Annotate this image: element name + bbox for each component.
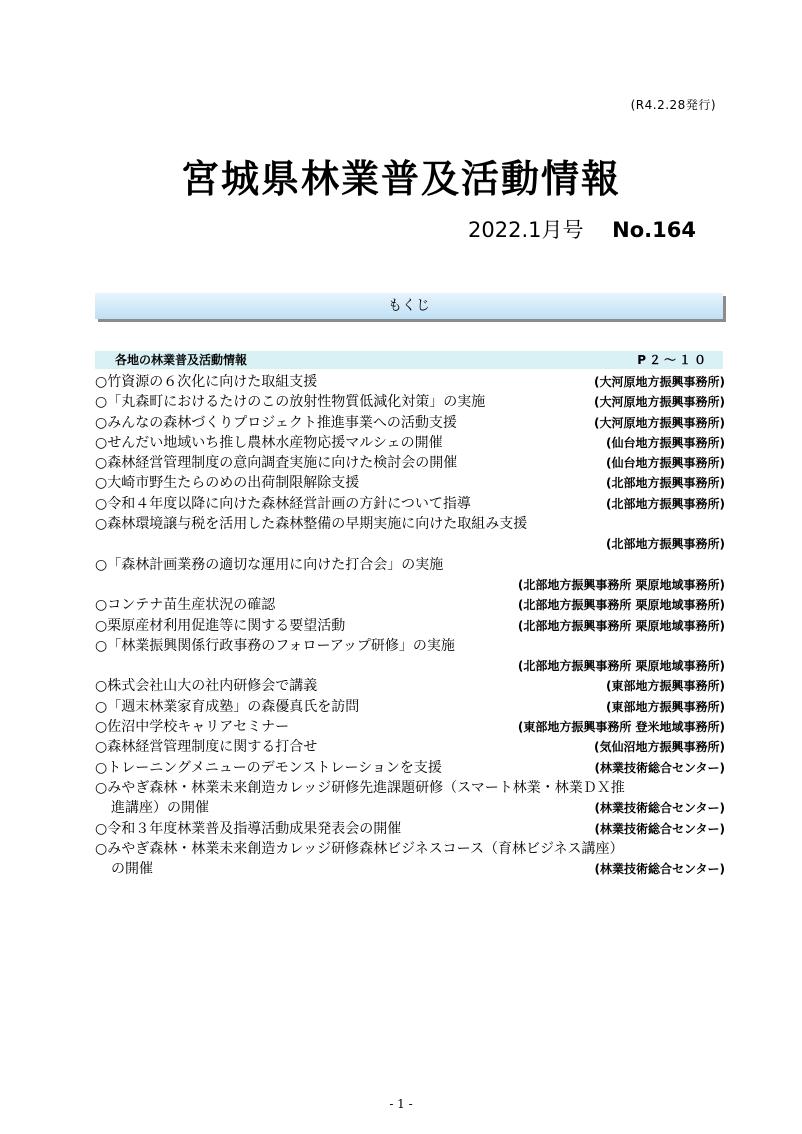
toc-item-office: (北部地方振興事務所 栗原地域事務所) [517, 577, 725, 592]
toc-item-office: (北部地方振興事務所 栗原地域事務所) [517, 618, 725, 633]
toc-item[interactable] [95, 697, 725, 717]
toc-heading: もくじ [388, 298, 430, 314]
toc-item-title: ○「林業振興関係行政事務のフォローアップ研修」の実施 [95, 637, 455, 654]
toc-item[interactable] [95, 839, 725, 859]
toc-item-title: ○栗原産材利用促進等に関する要望活動 [95, 617, 346, 634]
toc-section-header [95, 351, 723, 369]
toc-item-title: ○みんなの森林づくりプロジェクト推進事業への活動支援 [95, 414, 457, 431]
toc-item[interactable] [95, 717, 725, 737]
toc-item-office: (仙台地方振興事務所) [606, 435, 725, 450]
section-title: 各地の林業普及活動情報 [115, 353, 248, 367]
toc-item[interactable] [95, 453, 725, 473]
toc-list [95, 372, 725, 879]
toc-item-title: ○せんだい地域いち推し農林水産物応援マルシェの開催 [95, 434, 443, 451]
toc-item[interactable] [95, 616, 725, 636]
toc-item[interactable] [95, 372, 725, 392]
toc-item-office: (大河原地方振興事務所) [594, 375, 725, 389]
toc-item-office: (気仙沼地方振興事務所) [594, 740, 725, 755]
toc-item-title: ○コンテナ苗生産状況の確認 [95, 597, 276, 614]
section-pages: P２～１０ [637, 353, 709, 367]
page-title: 宮城県林業普及活動情報 [180, 157, 621, 201]
toc-item-title: ○「森林計画業務の適切な運用に向けた打合会」の実施 [95, 556, 444, 573]
toc-item[interactable] [95, 514, 725, 534]
toc-item-office: (東部地方振興事務所) [606, 679, 725, 694]
toc-heading-bar [95, 293, 723, 319]
toc-item[interactable] [95, 778, 725, 798]
toc-item-title: ○森林経営管理制度の意向調査実施に向けた検討会の開催 [95, 455, 458, 472]
issue-line [468, 214, 696, 244]
toc-item-office: (林業技術総合センター) [594, 801, 725, 816]
toc-item[interactable] [95, 798, 725, 818]
toc-item-title: ○令和３年度林業普及指導活動成果発表会の開催 [95, 820, 402, 837]
toc-item[interactable] [95, 636, 725, 656]
toc-item-title: ○令和４年度以降に向けた森林経営計画の方針について指導 [95, 495, 471, 512]
toc-item-title: ○トレーニングメニューのデモンストレーションを支援 [95, 759, 442, 776]
toc-item[interactable] [95, 494, 725, 514]
toc-item[interactable] [95, 575, 725, 595]
toc-item-office: (林業技術総合センター) [594, 821, 725, 836]
toc-item-title: ○竹資源の６次化に向けた取組支援 [95, 374, 318, 390]
toc-item-title: 進講座）の開催 [111, 800, 209, 817]
toc-item[interactable] [95, 676, 725, 696]
toc-item-office: (林業技術総合センター) [594, 760, 725, 775]
toc-item[interactable] [95, 859, 725, 879]
toc-item-title: ○みやぎ森林・林業未来創造カレッジ研修森林ビジネスコース（育林ビジネス講座） [95, 840, 624, 857]
toc-item[interactable] [95, 555, 725, 575]
toc-item[interactable] [95, 656, 725, 676]
toc-item-title: ○「丸森町におけるたけのこの放射性物質低減化対策」の実施 [95, 394, 486, 411]
toc-item[interactable] [95, 595, 725, 615]
toc-item[interactable] [95, 413, 725, 433]
toc-item-office: (北部地方振興事務所 栗原地域事務所) [517, 598, 725, 613]
toc-item-title: ○森林経営管理制度に関する打合せ [95, 739, 318, 756]
toc-item-office: (林業技術総合センター) [594, 862, 725, 877]
issue-number: No.164 [612, 218, 696, 242]
toc-item-title: ○大崎市野生たらのめの出荷制限解除支援 [95, 475, 360, 492]
page-number: - 1 - [389, 1097, 413, 1111]
toc-item-office: (北部地方振興事務所) [606, 496, 725, 511]
toc-item-office: (東部地方振興事務所) [606, 699, 725, 714]
toc-item-title: ○森林環境譲与税を活用した森林整備の早期実施に向けた取組み支援 [95, 516, 528, 533]
issue-date-note: (R4.2.28発行) [630, 98, 716, 112]
toc-item-title: の開催 [111, 861, 153, 878]
toc-item-office: (仙台地方振興事務所) [606, 456, 725, 471]
toc-item[interactable] [95, 737, 725, 757]
toc-item-office: (大河原地方振興事務所) [594, 415, 725, 430]
toc-item-title: ○株式会社山大の社内研修会で講義 [95, 678, 318, 695]
toc-item[interactable] [95, 819, 725, 839]
toc-item[interactable] [95, 758, 725, 778]
toc-item[interactable] [95, 534, 725, 554]
toc-item-title: ○「週末林業家育成塾」の森優真氏を訪問 [95, 698, 360, 715]
toc-item[interactable] [95, 392, 725, 412]
toc-item[interactable] [95, 433, 725, 453]
toc-item-office: (北部地方振興事務所 栗原地域事務所) [517, 659, 725, 674]
toc-item-office: (北部地方振興事務所) [606, 476, 725, 491]
issue-date: 2022.1月号 [468, 218, 584, 242]
toc-item-office: (東部地方振興事務所 登米地域事務所) [517, 720, 725, 735]
toc-item-title: ○みやぎ森林・林業未来創造カレッジ研修先進課題研修（スマート林業・林業ＤＸ推 [95, 779, 625, 796]
toc-item-office: (北部地方振興事務所) [606, 537, 725, 552]
toc-item[interactable] [95, 473, 725, 493]
toc-item-title: ○佐沼中学校キャリアセミナー [95, 719, 290, 736]
toc-item-office: (大河原地方振興事務所) [594, 395, 725, 410]
